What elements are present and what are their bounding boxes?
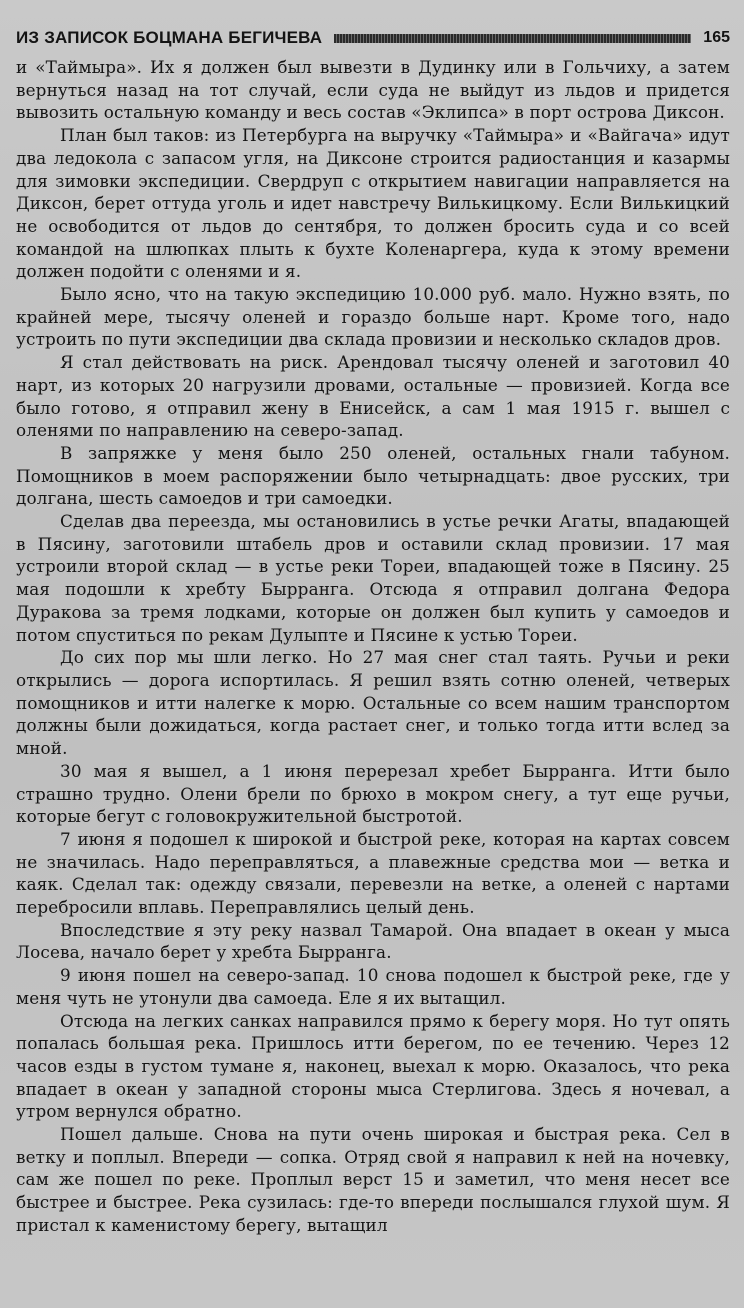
paragraph: Было ясно, что на такую экспедицию 10.000 руб. мало. Нужно взять, по крайней мере, тысячу оленей и гораздо больше нарт. Кроме того, надо устроить по пути экспедиции два склада провизии и несколько складов дров. bbox=[16, 284, 730, 350]
running-title: ИЗ ЗАПИСОК БОЦМАНА БЕГИЧЕВА bbox=[16, 28, 323, 47]
paragraph: 7 июня я подошел к широкой и быстрой реке, которая на картах совсем не значилась. Надо переправляться, а плавежные средства мои — ветка и каяк. Сделал так: одежду связали, перевезли на ветке, а оленей с нартами перебросили вплавь. Переправлялись целый день. bbox=[16, 828, 730, 918]
paragraph: 9 июня пошел на северо-запад. 10 снова подошел к быстрой реке, где у меня чуть не утонули два самоеда. Еле я их вытащил. bbox=[16, 965, 730, 1008]
body-text bbox=[16, 56, 730, 1237]
paragraph: В запряжке у меня было 250 оленей, остальных гнали табуном. Помощников в моем распоряжении было четырнадцать: двое русских, три долгана, шесть самоедов и три самоедки. bbox=[16, 442, 730, 509]
paragraph: и «Таймыра». Их я должен был вывезти в Дудинку или в Гольчиху, а затем вернуться назад на тот случай, если суда не выйдут из льдов и придется вывозить остальную команду и весь состав «Эклипса» в порт острова Диксон. bbox=[16, 57, 730, 123]
paragraph: 30 мая я вышел, а 1 июня перерезал хребет Бырранга. Итти было страшно трудно. Олени брели по брюхо в мокром снегу, а тут еще ручьи, которые бегут с головокружительной быстротой. bbox=[16, 760, 730, 827]
paragraph: До сих пор мы шли легко. Но 27 мая снег стал таять. Ручьи и реки открылись — дорога испортилась. Я решил взять сотню оленей, четверых помощников и итти налегке к морю. Остальные со всем нашим транспортом должны были дожидаться, когда растает снег, и только тогда итти вслед за мной. bbox=[16, 647, 730, 759]
paragraph: Сделав два переезда, мы остановились в устье речки Агаты, впадающей в Пясину, заготовили штабель дров и оставили склад провизии. 17 мая устроили второй склад — в устье реки Тореи, впадающей тоже в Пясину. 25 мая подошли к хребту Бырранга. Отсюда я отправил долгана Федора Дуракова за тремя лодками, которые он должен был купить у самоедов и потом спуститься по рекам Дулыпте и Пясине к устью Тореи. bbox=[16, 511, 730, 645]
header-rule bbox=[334, 34, 691, 43]
paragraph: Впоследствие я эту реку назвал Тамарой. Она впадает в океан у мыса Лосева, начало берет у хребта Бырранга. bbox=[16, 919, 730, 963]
page-header bbox=[16, 26, 730, 50]
paragraph: Я стал действовать на риск. Арендовал тысячу оленей и заготовил 40 нарт, из которых 20 нагрузили дровами, остальные — провизией. Когда все было готово, я отправил жену в Енисейск, а сам 1 мая 1915 г. вышел с оленями по направлению на северо-запад. bbox=[16, 352, 730, 441]
paragraph: План был таков: из Петербурга на выручку «Таймыра» и «Вайгача» идут два ледокола с запасом угля, на Диксоне строится радиостанция и казармы для зимовки экспедиции. Свердруп с открытием навигации направляется на Диксон, берет оттуда уголь и идет навстречу Вилькицкому. Если Вилькицкий не освободится от льдов до сентября, то должен бросить суда и со всей командой на шлюпках плыть к бухте Коленаргера, куда к этому времени должен подойти с оленями и я. bbox=[16, 125, 730, 282]
page-number: 165 bbox=[703, 29, 730, 46]
paragraph: Отсюда на легких санках направился прямо к берегу моря. Но тут опять попалась большая река. Пришлось итти берегом, по ее течению. Через 12 часов езды в густом тумане я, наконец, выехал к морю. Оказалось, что река впадает в океан у западной стороны мыса Стерлигова. Здесь я ночевал, а утром вернулся обратно. bbox=[16, 1010, 730, 1122]
paragraph: Пошел дальше. Снова на пути очень широкая и быстрая река. Сел в ветку и поплыл. Впереди — сопка. Отряд свой я направил к ней на ночевку, сам же пошел по реке. Проплыл верст 15 и заметил, что меня несет все быстрее и быстрее. Река сузилась: где-то впереди послышался глухой шум. Я пристал к каменистому берегу, вытащил bbox=[16, 1124, 730, 1235]
